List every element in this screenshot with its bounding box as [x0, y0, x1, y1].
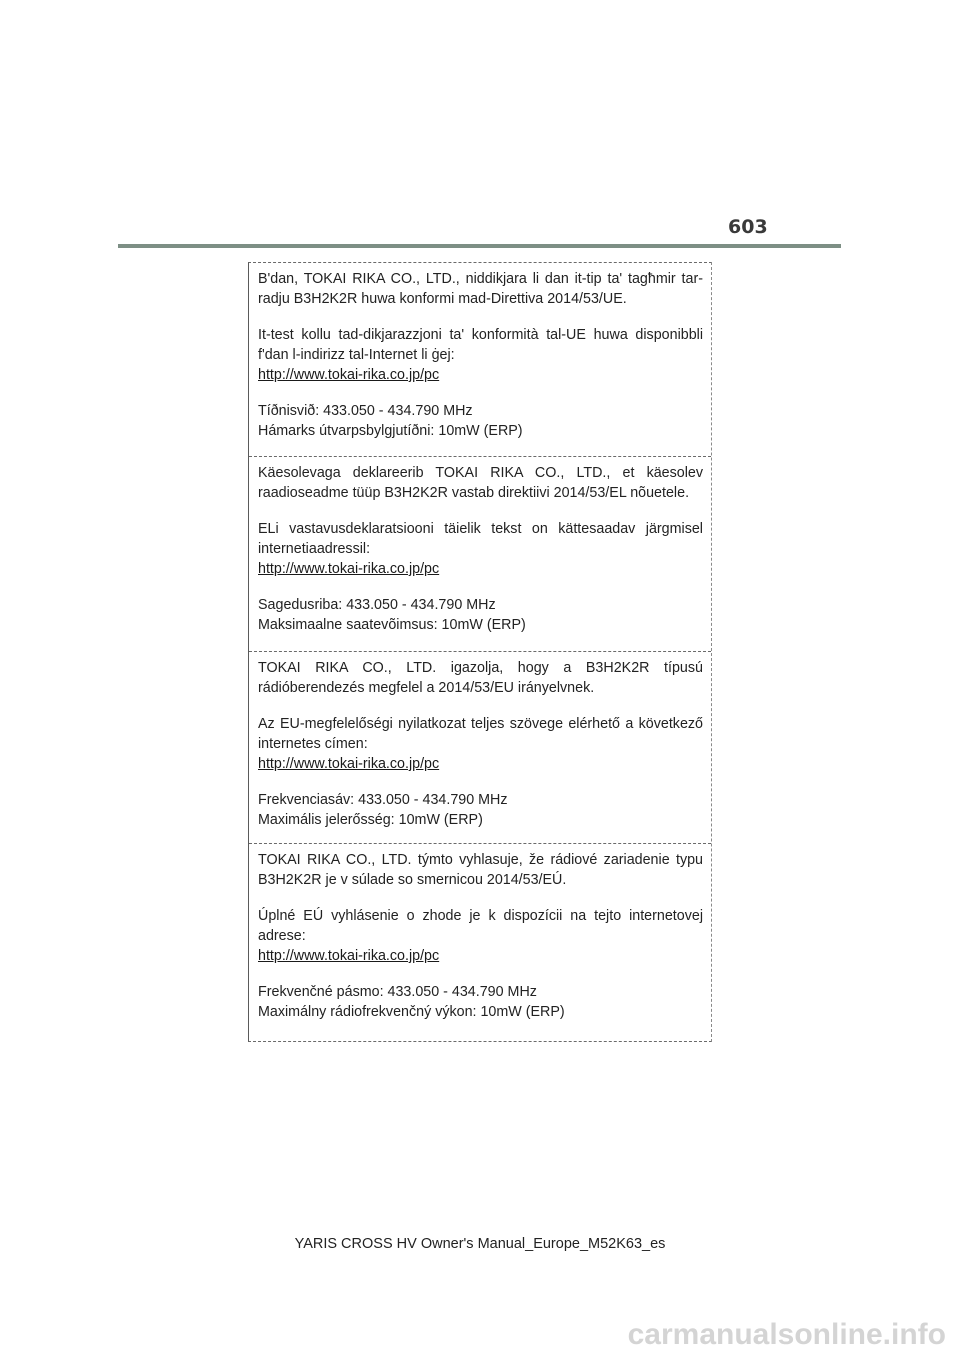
power-text: Maksimaalne saatevõimsus: 10mW (ERP): [258, 617, 526, 633]
frequency-text: Frekvenciasáv: 433.050 - 434.790 MHz: [258, 792, 508, 808]
frequency-text: Sagedusriba: 433.050 - 434.790 MHz: [258, 597, 496, 613]
declaration-url-link[interactable]: http://www.tokai-rika.co.jp/pc: [258, 756, 440, 772]
declaration-text: Käesolevaga deklareerib TOKAI RIKA CO., LTD., et käesolev raadioseadme tüüp B3H2K2R vastab direktiivi 2014/53/EL nõuetele.: [258, 465, 703, 501]
availability-text: It-test kollu tad-dikjarazzjoni ta' konformità tal-UE huwa disponibbli f'dan l-indirizz tal-Internet li ġej:: [258, 327, 703, 363]
declaration-box: [248, 262, 712, 1042]
declaration-url-link[interactable]: http://www.tokai-rika.co.jp/pc: [258, 367, 440, 383]
manual-footer-title: YARIS CROSS HV Owner's Manual_Europe_M52K63_es: [294, 1236, 666, 1252]
declaration-url-link[interactable]: http://www.tokai-rika.co.jp/pc: [258, 948, 440, 964]
availability-text: Az EU-megfelelőségi nyilatkozat teljes szövege elérhető a következő internetes címen:: [258, 716, 703, 752]
declaration-section-hungarian: [249, 651, 711, 843]
header-rule: [118, 244, 841, 248]
power-text: Maximális jelerősség: 10mW (ERP): [258, 812, 483, 828]
power-text: Hámarks útvarpsbylgjutíðni: 10mW (ERP): [258, 423, 523, 439]
declaration-url-link[interactable]: http://www.tokai-rika.co.jp/pc: [258, 561, 440, 577]
declaration-text: TOKAI RIKA CO., LTD. týmto vyhlasuje, že rádiové zariadenie typu B3H2K2R je v súlade so smernicou 2014/53/EÚ.: [258, 852, 703, 888]
availability-text: ELi vastavusdeklaratsiooni täielik tekst on kättesaadav järgmisel internetiaadressil:: [258, 521, 703, 557]
declaration-section-slovak: [249, 843, 711, 1041]
declaration-section-estonian: [249, 456, 711, 651]
site-watermark: carmanualsonline.info: [627, 1318, 946, 1351]
specs-block: [258, 595, 703, 635]
declaration-text: TOKAI RIKA CO., LTD. igazolja, hogy a B3H2K2R típusú rádióberendezés megfelel a 2014/53/EU irányelvnek.: [258, 660, 703, 696]
page-number: 603: [728, 216, 768, 238]
availability-text: Úplné EÚ vyhlásenie o zhode je k dispozícii na tejto internetovej adrese:: [258, 908, 703, 944]
power-text: Maximálny rádiofrekvenčný výkon: 10mW (ERP): [258, 1004, 565, 1020]
declaration-section-maltese: [249, 263, 711, 456]
specs-block: [258, 982, 703, 1022]
specs-block: [258, 790, 703, 830]
frequency-text: Tíðnisvið: 433.050 - 434.790 MHz: [258, 403, 473, 419]
availability-block: [258, 519, 703, 579]
specs-block: [258, 401, 703, 441]
availability-block: [258, 906, 703, 966]
frequency-text: Frekvenčné pásmo: 433.050 - 434.790 MHz: [258, 984, 537, 1000]
declaration-text: B'dan, TOKAI RIKA CO., LTD., niddikjara li dan it-tip ta' tagħmir tar-radju B3H2K2R huwa konformi mad-Direttiva 2014/53/UE.: [258, 271, 703, 307]
availability-block: [258, 325, 703, 385]
availability-block: [258, 714, 703, 774]
